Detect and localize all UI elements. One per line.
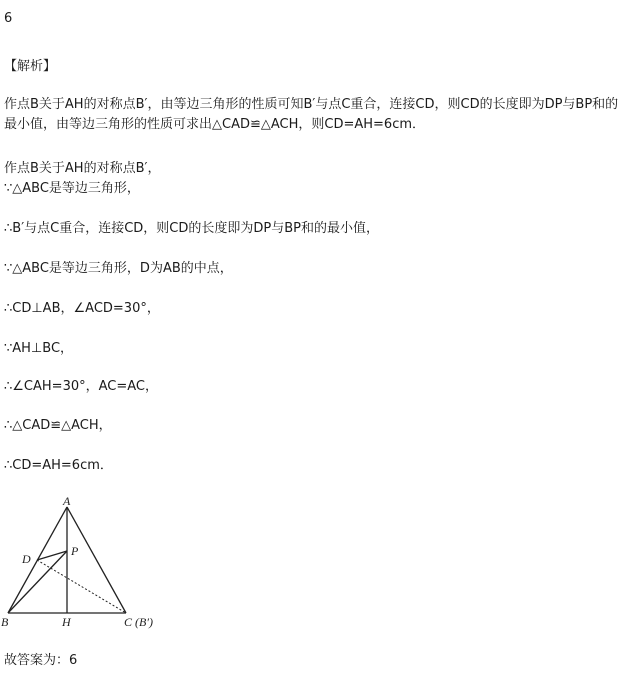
answer-top: 6: [4, 11, 13, 26]
step-9: ∴CD=AH=6cm．: [4, 458, 113, 473]
final-label: 故答案为：: [4, 653, 70, 668]
label-d: D: [22, 552, 31, 566]
label-b: B: [1, 615, 9, 629]
side-ac: [67, 507, 126, 613]
label-p: P: [71, 544, 79, 558]
step-6: ∵AH⊥BC，: [4, 341, 74, 356]
step-4: ∵△ABC是等边三角形，D为AB的中点，: [4, 261, 233, 276]
step-8: ∴△CAD≌△ACH，: [4, 418, 112, 433]
label-c: C (B′): [124, 615, 153, 629]
step-1: 作点B关于AH的对称点B′，: [4, 161, 161, 176]
final-answer: [4, 652, 77, 670]
section-heading: 【解析】: [4, 59, 57, 74]
step-5: ∴CD⊥AB，∠ACD=30°，: [4, 301, 160, 316]
step-7: ∴∠CAH=30°，AC=AC，: [4, 379, 158, 394]
label-h: H: [62, 615, 71, 629]
final-value: 6: [69, 653, 78, 668]
label-a: A: [63, 495, 71, 508]
summary-paragraph: 作点B关于AH的对称点B′，由等边三角形的性质可知B′与点C重合，连接CD，则CD的长度即为DP与BP和的最小值，由等边三角形的性质可求出△CAD≌△ACH，则CD=AH=6cm．: [4, 97, 619, 132]
step-3: ∴B′与点C重合，连接CD，则CD的长度即为DP与BP和的最小值，: [4, 221, 380, 236]
geometry-figure: [0, 495, 170, 635]
step-2: ∵△ABC是等边三角形，: [4, 181, 140, 196]
